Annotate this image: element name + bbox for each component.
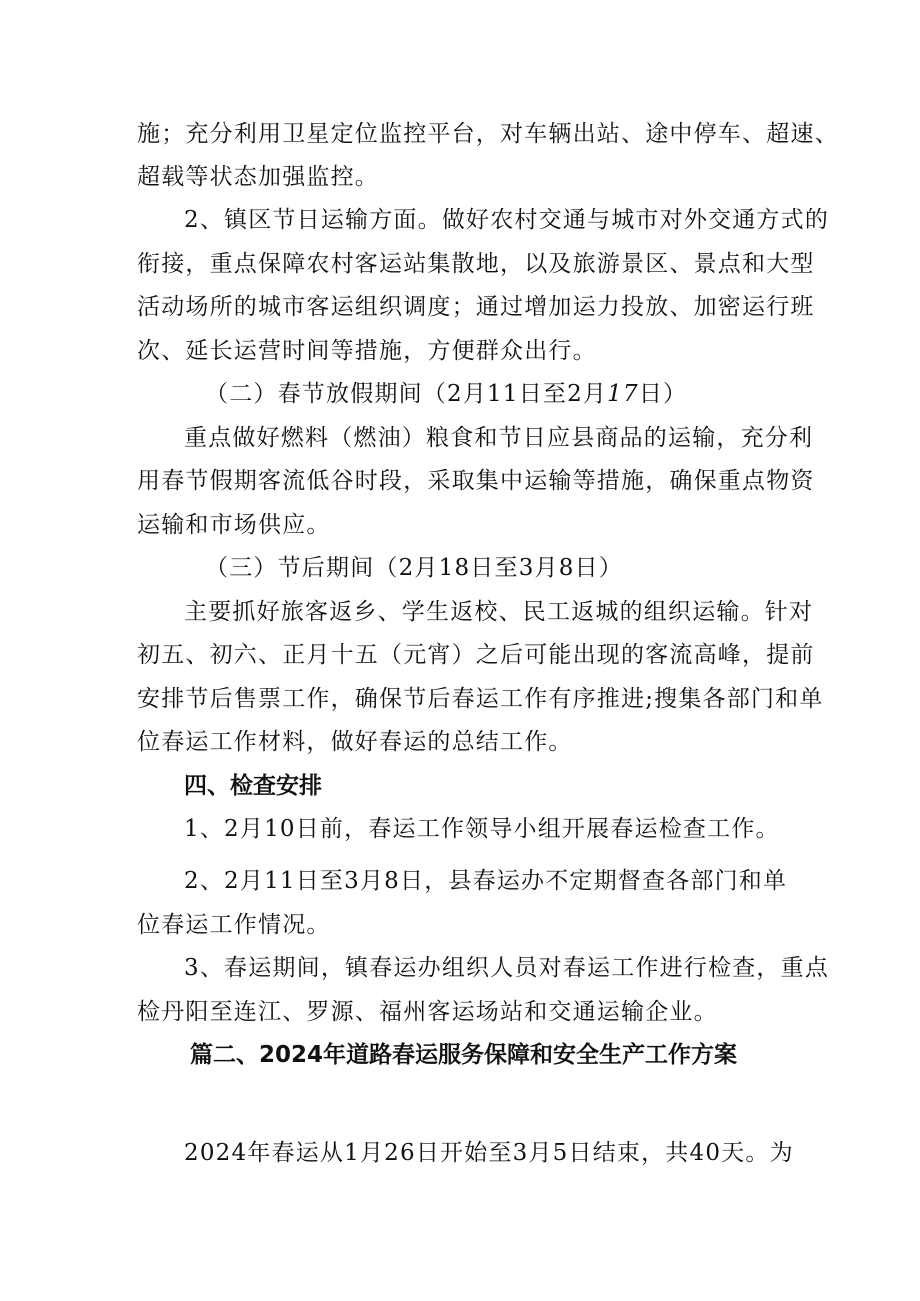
subheading-text: 日） bbox=[638, 381, 688, 407]
paragraph-line: 3、春运期间，镇春运办组织人员对春运工作进行检查，重点 bbox=[184, 955, 830, 981]
paragraph-line: 位春运工作材料，做好春运的总结工作。 bbox=[137, 729, 573, 755]
paragraph-line: 施；充分利用卫星定位监控平台，对车辆出站、途中停车、超速、 bbox=[137, 121, 839, 147]
paragraph-line: 位春运工作情况。 bbox=[137, 912, 331, 938]
paragraph-line: 2024年春运从1月26日开始至3月5日结束，共40天。为 bbox=[184, 1140, 794, 1166]
paragraph-line: 衔接，重点保障农村客运站集散地，以及旅游景区、景点和大型 bbox=[137, 251, 815, 277]
paragraph-line: 超载等状态加强监控。 bbox=[137, 164, 379, 190]
subheading-text: （二）春节放假期间（2月11日至2月 bbox=[205, 381, 608, 407]
paragraph-line: 重点做好燃料（燃油）粮食和节日应县商品的运输，充分利 bbox=[184, 425, 814, 451]
paragraph-line: 初五、初六、正月十五（元宵）之后可能出现的客流高峰，提前 bbox=[137, 642, 815, 668]
paragraph-line: 检丹阳至连江、罗源、福州客运场站和交通运输企业。 bbox=[137, 999, 718, 1025]
document-title: 篇二、2024年道路春运服务保障和安全生产工作方案 bbox=[190, 1042, 738, 1068]
paragraph-line: 活动场所的城市客运组织调度；通过增加运力投放、加密运行班 bbox=[137, 294, 815, 320]
paragraph-line: 2、镇区节日运输方面。做好农村交通与城市对外交通方式的 bbox=[184, 207, 830, 233]
paragraph-line: 用春节假期客流低谷时段，采取集中运输等措施，确保重点物资 bbox=[137, 468, 815, 494]
paragraph-line: 运输和市场供应。 bbox=[137, 512, 331, 538]
paragraph-line: 次、延长运营时间等措施，方便群众出行。 bbox=[137, 338, 597, 364]
paragraph-line: 2、2月11日至3月8日，县春运办不定期督查各部门和单 bbox=[184, 868, 788, 894]
paragraph-line: 安排节后售票工作，确保节后春运工作有序推进;搜集各部门和单 bbox=[137, 686, 824, 712]
paragraph-line: 1、2月10日前，春运工作领导小组开展春运检查工作。 bbox=[184, 816, 780, 842]
section-heading: 四、检查安排 bbox=[184, 773, 322, 799]
section-subheading bbox=[205, 379, 687, 409]
section-subheading: （三）节后期间（2月18日至3月8日） bbox=[205, 555, 623, 581]
subheading-number: 17 bbox=[607, 381, 639, 407]
paragraph-line: 主要抓好旅客返乡、学生返校、民工返城的组织运输。针对 bbox=[184, 599, 814, 625]
